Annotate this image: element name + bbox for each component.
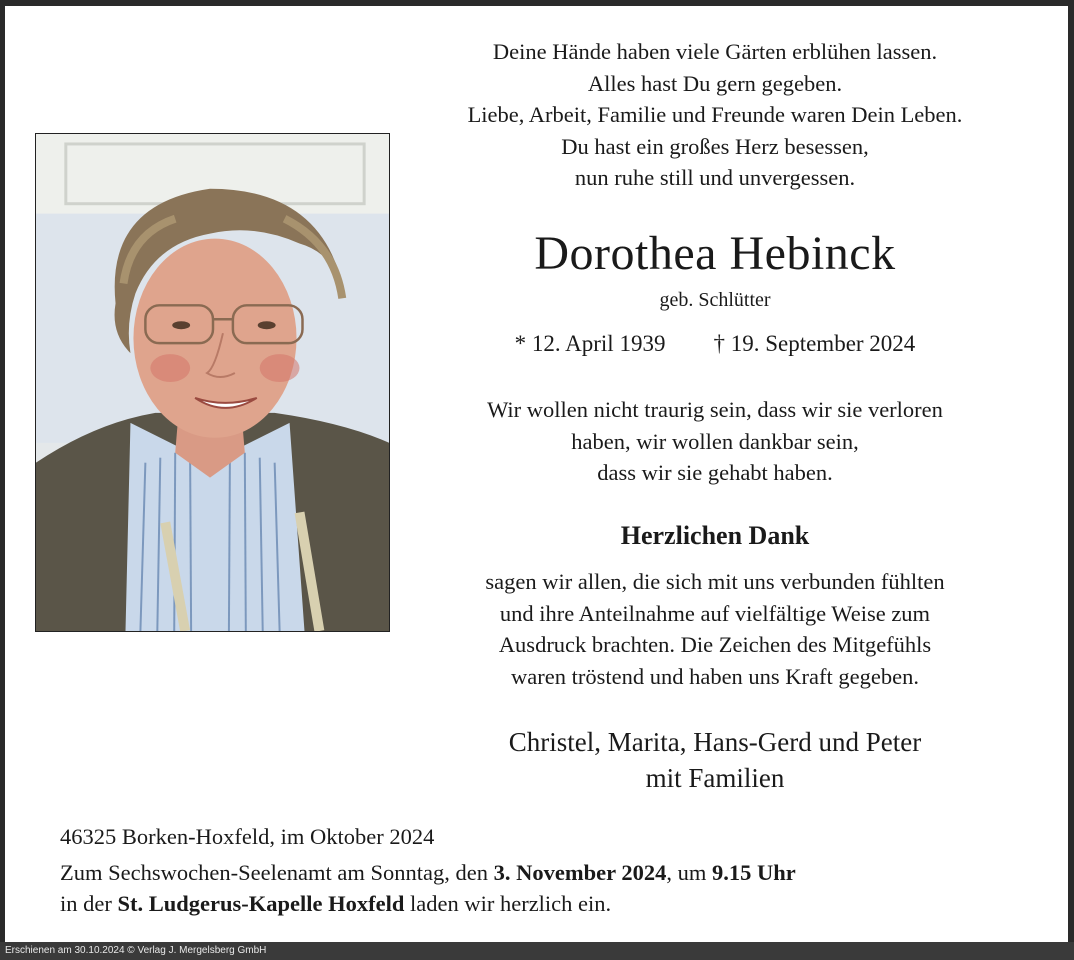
deceased-name: Dorothea Hebinck — [534, 227, 896, 280]
quote-line: Wir wollen nicht traurig sein, dass wir sie verloren — [487, 397, 943, 422]
quote-line: dass wir sie gehabt haben. — [597, 460, 833, 485]
quote-line: haben, wir wollen dankbar sein, — [571, 428, 859, 454]
service-text: Zum Sechswochen-Seelenamt am Sonntag, den — [60, 860, 494, 885]
service-date: 3. November 2024 — [493, 860, 667, 885]
life-dates — [405, 328, 1025, 360]
service-line-1 — [60, 856, 1040, 889]
poem-line: Deine Hände haben viele Gärten erblühen lassen. — [492, 39, 938, 64]
signers-names: Christel, Marita, Hans-Gerd und Peter — [508, 727, 922, 757]
poem-line: nun ruhe still und unvergessen. — [574, 165, 856, 190]
thanks-line: sagen wir allen, die sich mit uns verbunden fühlten — [485, 569, 945, 594]
birth-date: * 12. April 1939 — [514, 331, 666, 356]
service-text: , um — [666, 860, 712, 885]
quote — [405, 394, 1025, 489]
thanks-line: und ihre Anteilnahme auf vielfältige Weise zum — [499, 600, 931, 626]
thanks-title: Herzlichen Dank — [620, 521, 810, 550]
place-date: 46325 Borken-Hoxfeld, im Oktober 2024 — [60, 824, 435, 849]
portrait-photo — [35, 133, 390, 632]
thanks-line: Ausdruck brachten. Die Zeichen des Mitgefühls — [498, 632, 932, 657]
signers — [405, 724, 1025, 796]
service-location: St. Ludgerus-Kapelle Hoxfeld — [117, 891, 405, 916]
thanks-text — [405, 566, 1025, 692]
service-text: in der — [60, 891, 118, 916]
poem-line: Alles hast Du gern gegeben. — [587, 70, 843, 96]
portrait-image — [36, 134, 389, 631]
poem-line: Liebe, Arbeit, Familie und Freunde waren Dein Leben. — [467, 102, 963, 127]
publication-footer: Erschienen am 30.10.2024 © Verlag J. Mergelsberg GmbH — [0, 942, 1074, 960]
poem — [405, 36, 1025, 194]
death-date: † 19. September 2024 — [713, 331, 916, 356]
poem-line: Du hast ein großes Herz besessen, — [561, 133, 869, 159]
thanks-line: waren tröstend und haben uns Kraft gegeben. — [511, 663, 919, 689]
service-time: 9.15 Uhr — [711, 860, 796, 885]
birth-name: geb. Schlütter — [659, 289, 771, 311]
service-line-2 — [60, 887, 1040, 920]
signers-family: mit Familien — [645, 763, 785, 793]
service-text: laden wir herzlich ein. — [404, 891, 612, 916]
